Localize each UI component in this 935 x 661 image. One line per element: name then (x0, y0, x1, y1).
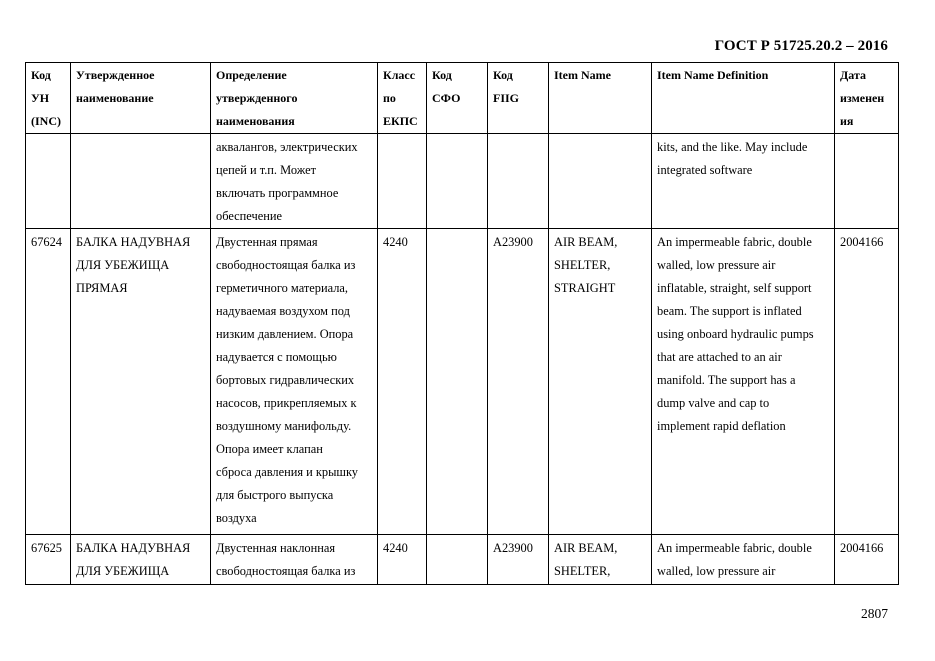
column-header-inc: Код УН (INC) (26, 63, 71, 134)
cell-definition: Двустенная прямая свободностоящая балка из герметичного материала, надуваемая воздухом под низким давлением. Опора надувается с помощью бортовых гидравлических насосов, прикрепляемых к воздушному манифольду. Опора имеет клапан сброса давления и крышку для быстрого выпуска воздуха (211, 229, 378, 535)
cell-change-date (835, 134, 899, 229)
cell-class: 4240 (378, 535, 427, 585)
cell-item-name-definition: kits, and the like. May include integrated software (652, 134, 835, 229)
column-header-definition: Определение утвержденного наименования (211, 63, 378, 134)
column-header-item-name: Item Name (549, 63, 652, 134)
cell-fiig (488, 134, 549, 229)
cell-inc: 67624 (26, 229, 71, 535)
cell-item-name: AIR BEAM, SHELTER, (549, 535, 652, 585)
table-row (26, 134, 899, 229)
cell-fiig: A23900 (488, 229, 549, 535)
page-number: 2807 (861, 606, 888, 621)
cell-definition: Двустенная наклонная свободностоящая балка из (211, 535, 378, 585)
item-names-table (25, 62, 899, 585)
table-header-row (26, 63, 899, 134)
column-header-fiig: Код FIIG (488, 63, 549, 134)
table-row (26, 229, 899, 535)
cell-approved-name: БАЛКА НАДУВНАЯ ДЛЯ УБЕЖИЩА (71, 535, 211, 585)
table-row (26, 535, 899, 585)
document-standard-header: ГОСТ Р 51725.20.2 – 2016 (714, 38, 888, 54)
cell-fiig: A23900 (488, 535, 549, 585)
cell-inc: 67625 (26, 535, 71, 585)
cell-approved-name: БАЛКА НАДУВНАЯ ДЛЯ УБЕЖИЩА ПРЯМАЯ (71, 229, 211, 535)
cell-inc (26, 134, 71, 229)
cell-change-date: 2004166 (835, 535, 899, 585)
column-header-item-name-definition: Item Name Definition (652, 63, 835, 134)
cell-class: 4240 (378, 229, 427, 535)
column-header-class: Класс по ЕКПС (378, 63, 427, 134)
cell-item-name: AIR BEAM, SHELTER, STRAIGHT (549, 229, 652, 535)
cell-item-name (549, 134, 652, 229)
cell-change-date: 2004166 (835, 229, 899, 535)
cell-approved-name (71, 134, 211, 229)
column-header-sfo: Код СФО (427, 63, 488, 134)
cell-item-name-definition: An impermeable fabric, double walled, low pressure air (652, 535, 835, 585)
column-header-approved-name: Утвержденное наименование (71, 63, 211, 134)
column-header-change-date: Дата изменен ия (835, 63, 899, 134)
cell-item-name-definition: An impermeable fabric, double walled, low pressure air inflatable, straight, self support beam. The support is inflated using onboard hydraulic pumps that are attached to an air manifold. The support has a dump valve and cap to implement rapid deflation (652, 229, 835, 535)
cell-definition: аквалангов, электрических цепей и т.п. Может включать программное обеспечение (211, 134, 378, 229)
cell-sfo (427, 229, 488, 535)
cell-sfo (427, 535, 488, 585)
cell-sfo (427, 134, 488, 229)
cell-class (378, 134, 427, 229)
